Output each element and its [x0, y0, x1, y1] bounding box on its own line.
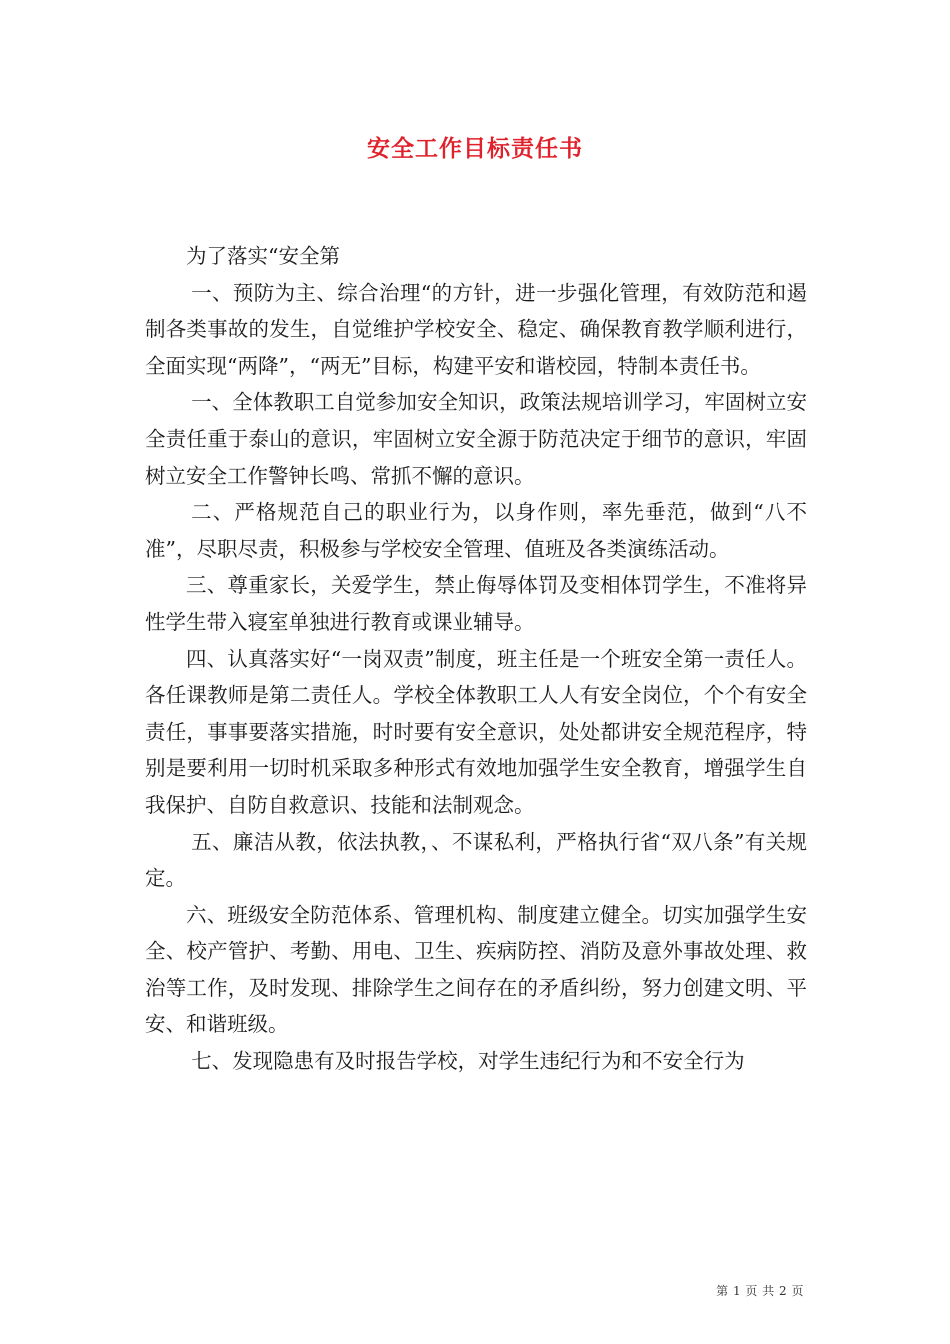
paragraph-principle: 一、预防为主、综合治理“的方针，进一步强化管理，有效防范和遏制各类事故的发生，自觉维护学校安全、稳定、确保教育教学顺利进行，全面实现“两降”，“两无”目标，构建平安和谐校园，特制本责任书。 [145, 280, 807, 378]
document-title: 安全工作目标责任书 [367, 135, 583, 162]
paragraph-item-4: 四、认真落实好“一岗双责”制度，班主任是一个班安全第一责任人。各任课教师是第二责任人。学校全体教职工人人有安全岗位，个个有安全责任，事事要落实措施，时时要有安全意识，处处都讲安全规范程序，特别是要利用一切时机采取多种形式有效地加强学生安全教育，增强学生自我保护、自防自救意识、技能和法制观念。 [145, 646, 807, 817]
paragraph-item-5: 五、廉洁从教，依法执教，、不谋私利，严格执行省“双八条”有关规定。 [145, 829, 807, 891]
paragraph-item-3: 三、尊重家长，关爱学生，禁止侮辱体罚及变相体罚学生，不准将异性学生带入寝室单独进行教育或课业辅导。 [145, 573, 807, 634]
paragraph-item-2: 二、严格规范自己的职业行为，以身作则，率先垂范，做到“八不准”，尽职尽责，积极参与学校安全管理、值班及各类演练活动。 [145, 500, 807, 561]
paragraph-item-7: 七、发现隐患有及时报告学校，对学生违纪行为和不安全行为 [191, 1049, 745, 1074]
paragraph-intro: 为了落实“安全第 [186, 244, 340, 268]
paragraph-item-1: 一、全体教职工自觉参加安全知识，政策法规培训学习，牢固树立安全责任重于泰山的意识，牢固树立安全源于防范决定于细节的意识，牢固树立安全工作警钟长鸣、常抓不懈的意识。 [145, 390, 807, 488]
paragraph-item-6: 六、班级安全防范体系、管理机构、制度建立健全。切实加强学生安全、校产管护、考勤、用电、卫生、疾病防控、消防及意外事故处理、救治等工作，及时发现、排除学生之间存在的矛盾纠纷，努力创建文明、平安、和谐班级。 [145, 902, 807, 1037]
page-number-footer: 第 1 页 共 2 页 [716, 1284, 804, 1298]
document-body [145, 238, 807, 1080]
